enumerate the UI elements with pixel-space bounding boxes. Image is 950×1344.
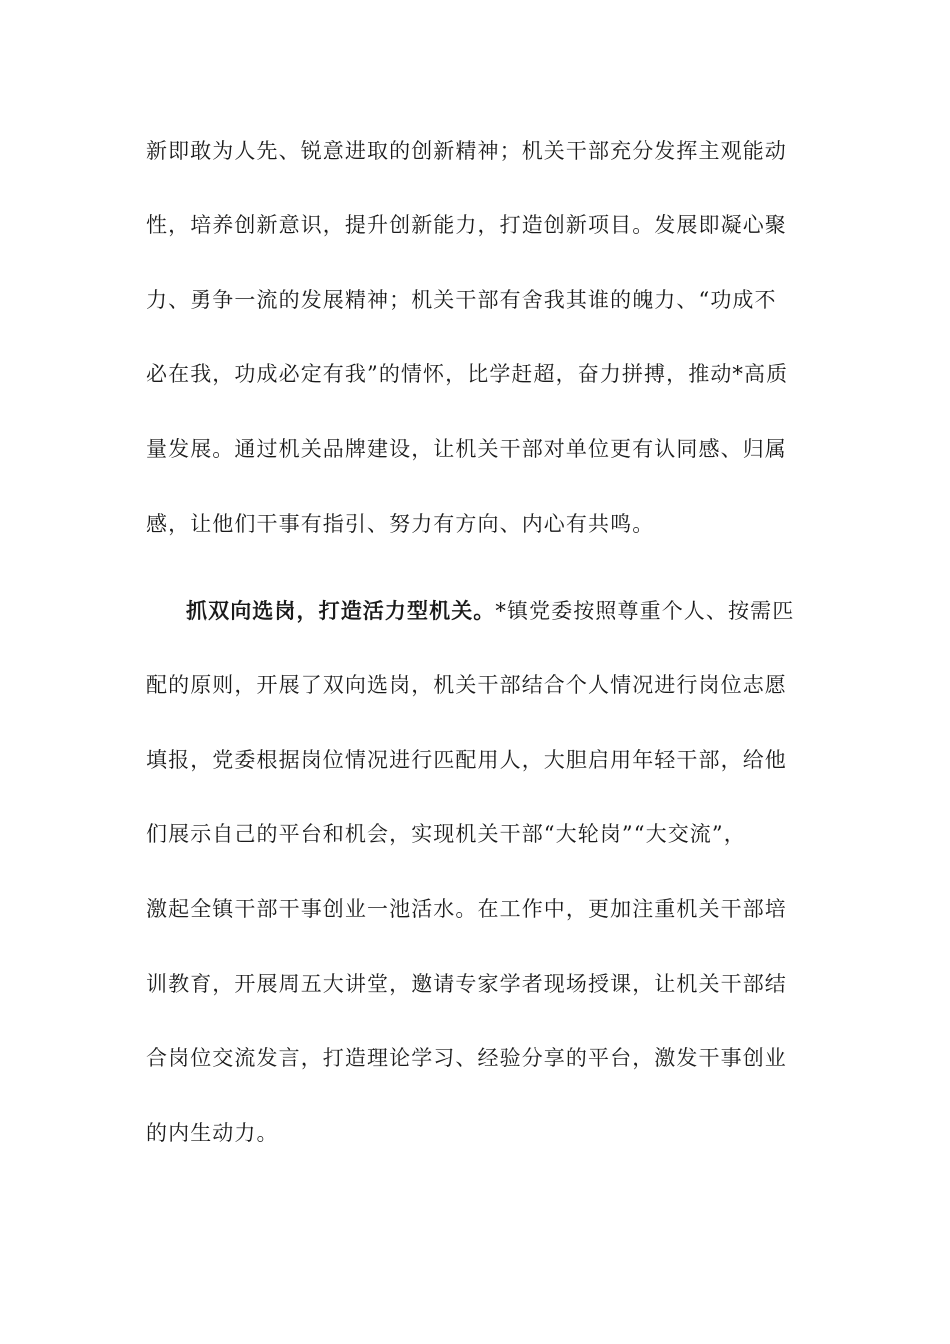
paragraph-1-line-4: 必在我，功成必定有我”的情怀，比学赶超，奋力拼搏，推动*高质 (146, 362, 789, 386)
paragraph-2-line-1 (186, 597, 806, 625)
paragraph-2-line-6: 训教育，开展周五大讲堂，邀请专家学者现场授课，让机关干部结 (146, 972, 787, 996)
paragraph-1-line-3: 力、勇争一流的发展精神；机关干部有舍我其谁的魄力、“功成不 (146, 288, 777, 312)
paragraph-2-heading: 抓双向选岗，打造活力型机关。 (186, 598, 496, 623)
paragraph-1-line-5: 量发展。通过机关品牌建设，让机关干部对单位更有认同感、归属 (146, 437, 787, 461)
paragraph-2-line-8: 的内生动力。 (146, 1121, 279, 1145)
paragraph-1-line-6: 感，让他们干事有指引、努力有方向、内心有共鸣。 (146, 512, 655, 536)
paragraph-2-line-4: 们展示自己的平台和机会，实现机关干部“大轮岗”“大交流”， (146, 822, 746, 846)
paragraph-2-line-5: 激起全镇干部干事创业一池活水。在工作中，更加注重机关干部培 (146, 897, 787, 921)
paragraph-2-line-7: 合岗位交流发言，打造理论学习、经验分享的平台，激发干事创业 (146, 1046, 787, 1070)
paragraph-1-line-1: 新即敢为人先、锐意进取的创新精神；机关干部充分发挥主观能动 (146, 139, 787, 163)
paragraph-2-first-line-text: *镇党委按照尊重个人、按需匹 (495, 599, 795, 623)
paragraph-2-line-2: 配的原则，开展了双向选岗，机关干部结合个人情况进行岗位志愿 (146, 673, 787, 697)
paragraph-1-line-2: 性，培养创新意识，提升创新能力，打造创新项目。发展即凝心聚 (146, 213, 787, 237)
paragraph-2-line-3: 填报，党委根据岗位情况进行匹配用人，大胆启用年轻干部，给他 (146, 748, 787, 772)
